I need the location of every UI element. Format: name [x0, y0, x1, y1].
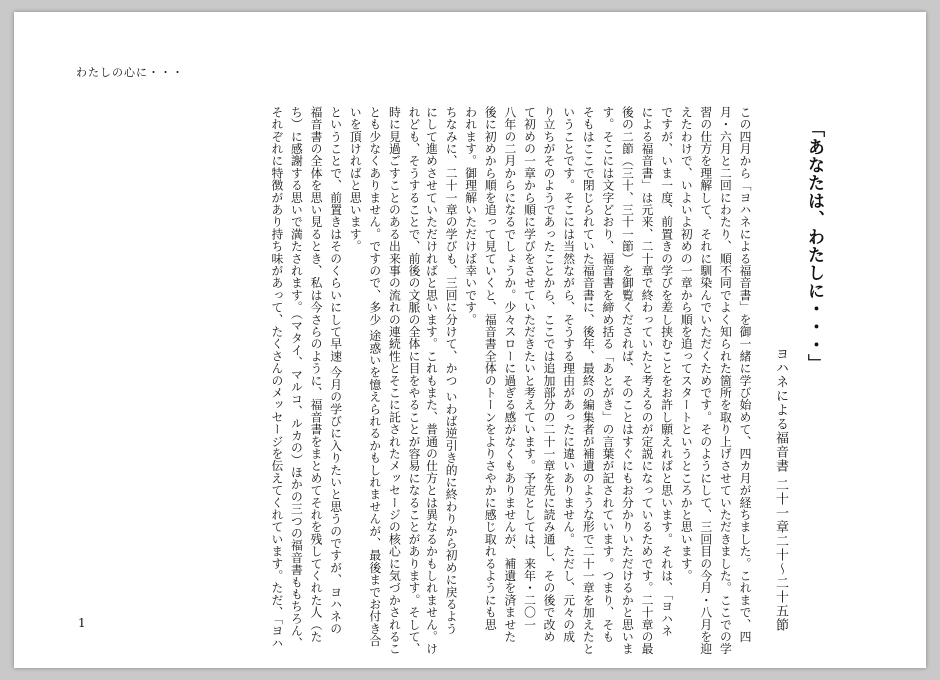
scripture-reference: ヨハネによる福音書 二十一章二十〜二十五節 — [773, 347, 788, 633]
page-number: 1 — [78, 616, 86, 630]
body-line: 月・六月と二回にわたり、順不同でよく知られた箇所を取り上げさせていただきました。ここでの学 — [718, 106, 733, 655]
body-line: われます。御理解いただけば幸いです。 — [463, 106, 478, 326]
running-header: わたしの心に・・・ — [76, 66, 184, 79]
body-line: にして進めさせていただければと思います。これもまた、普通の仕方とは異なるかもしれません。け — [424, 106, 439, 655]
body-line: ち）に感謝する思いで満たされます。（マタイ、マルコ、ルカの）ほかの三つの福音書ももちろん、 — [289, 106, 304, 650]
body-line: そもはここで閉じられていた福音書に、後年、最終の編集者が補遺のような形で二十一章を加えたと — [581, 106, 596, 655]
body-line: 八年の二月からになるでしょうか。少々スローに過ぎる感がなくもありませんが、補遺を済ませた — [502, 106, 517, 643]
body-line: 後に初めから順を追って見ていくと、福音書全体のトーンをよりさやかに感じ取れるようにも思 — [483, 106, 498, 631]
document-page — [14, 12, 926, 668]
body-line: す。そこには文字どおり、福音書を締め括る「あとがき」の言葉が記されています。つまり、そも — [600, 106, 615, 643]
body-line: 福音書の全体を思い見るとき、私は今さらのように、福音書をまとめてそれを残してくれた人（た — [309, 106, 324, 643]
document-title: 「あなたは、わたしに・・・」 — [804, 120, 824, 372]
body-line: ということで、前置きはそのくらいにして早速 今月の学びに入りたいと思うのですが、ヨハネの — [328, 106, 343, 635]
body-column-1 — [421, 106, 754, 655]
body-line: えたわけで、いよいよ初めの一章から順を追ってスタートというところかと思います。 — [679, 106, 694, 582]
body-line: この四月から「ヨハネによる福音書」を御一緒に学び始めて、四カ月が経ちました。これまで、四 — [738, 106, 752, 643]
body-line: て初めの一章から順に学びをさせていただきたいと考えています。予定としては、来年・二〇一 — [522, 106, 537, 631]
body-line: とも少なくありません。ですので、多少 途惑いを憶えられるかもしれませんが、最後までお付き合 — [367, 106, 382, 647]
body-line: ちなみに、二十一章の学びも、三回に分けて、かつ いわば逆引き的に終わりから初めに戻るよう — [444, 106, 459, 635]
body-line: それぞれに特徴があり持ち味があって、たくさんのメッセージを伝えてくれています。ただ、「ヨハ — [269, 106, 284, 650]
body-line: り立ちがそのようであったことから、ここでは追加部分の二十一章を先に読み通し、その後で改め — [542, 106, 557, 643]
body-line: 習の仕方を理解して、それに馴染んでいただくためです。そのようにして、三回目の今月・八月を迎 — [698, 106, 713, 655]
body-column-2 — [266, 106, 423, 655]
body-line: 時に見過ごすことのある出来事の流れの連続性とそこに託されたメッセージの核心に気づかされるこ — [387, 106, 402, 655]
body-line: れども、そうすることで、前後の文脈の全体に目をやることが容易になることがあります。そして、 — [407, 106, 421, 655]
body-line: による福音書」は元来、二十章で終わっていたと考えるのが定説になっているためです。二十章の最 — [640, 106, 655, 655]
body-line: いうことです。そこには当然ながら、そうする理由があったに違いありません。ただし、元々の成 — [561, 106, 576, 643]
body-line: ですが、いま一度、前置きの学びを差し挟むことをお許し願えればと思います。それは、「ヨハネ — [659, 106, 674, 637]
body-line: いを頂ければと思います。 — [348, 106, 363, 253]
body-line: 後の二節（三十、三十一節）を御覧くだされば、そのことはすぐにもお分かりいただけるかと思いま — [620, 106, 635, 655]
